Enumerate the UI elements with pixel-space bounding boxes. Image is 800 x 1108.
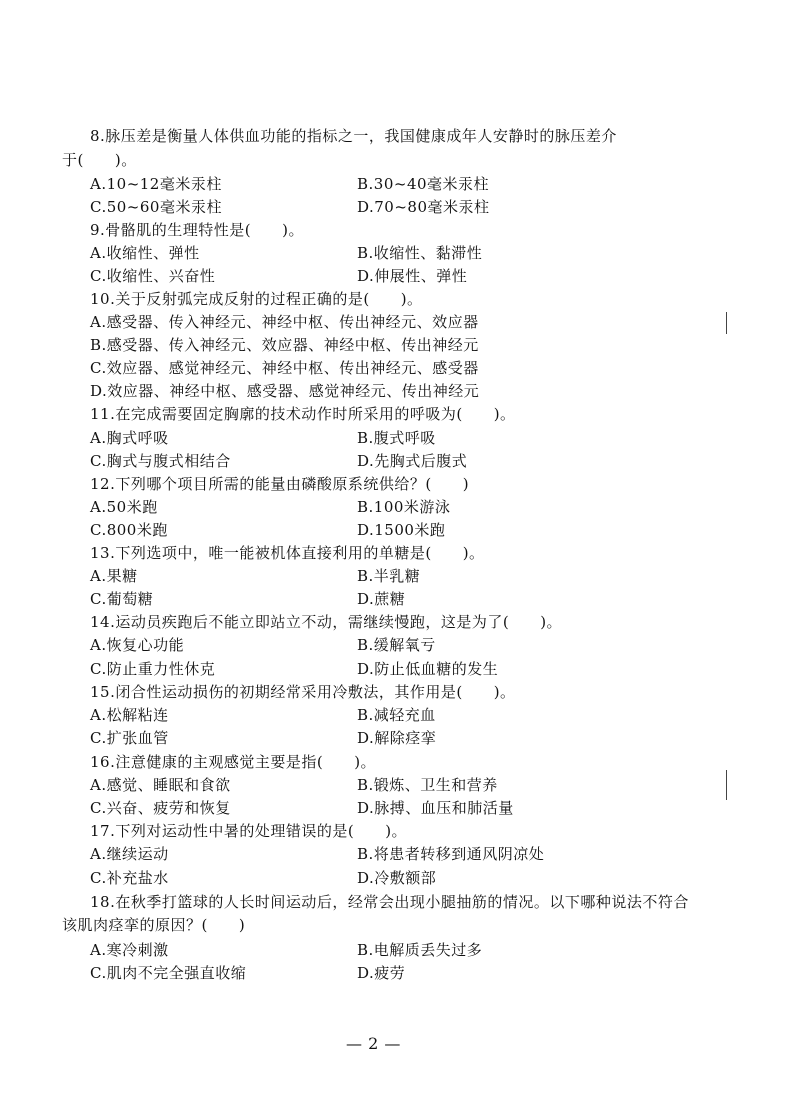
question-17-stem: 17.下列对运动性中暑的处理错误的是( )。 [90,822,408,840]
scan-edge-mark [726,770,727,800]
question-9-stem: 9.骨骼肌的生理特性是( )。 [90,221,305,239]
question-17-option-b: B.将患者转移到通风阴凉处 [357,845,545,863]
question-8-option-b: B.30~40毫米汞柱 [357,175,490,193]
question-14-option-c: C.防止重力性休克 [90,660,216,678]
question-16-option-a: A.感觉、睡眠和食欲 [90,776,231,794]
question-15-option-d: D.解除痉挛 [357,729,437,747]
question-8-option-a: A.10~12毫米汞柱 [90,175,222,193]
question-18-option-c: C.肌肉不完全强直收缩 [90,964,247,982]
question-8-stem-cont: 于( )。 [62,151,137,169]
question-18-stem: 18.在秋季打篮球的人长时间运动后，经常会出现小腿抽筋的情况。以下哪种说法不符合 [90,893,689,911]
question-13-option-d: D.蔗糖 [357,590,406,608]
question-8-stem: 8.脉压差是衡量人体供血功能的指标之一，我国健康成年人安静时的脉压差介 [90,127,617,145]
question-12-option-a: A.50米跑 [90,498,158,516]
question-15-stem: 15.闭合性运动损伤的初期经常采用冷敷法，其作用是( )。 [90,683,516,701]
question-8-option-d: D.70~80毫米汞柱 [357,198,490,216]
question-17-option-a: A.继续运动 [90,845,169,863]
question-14-option-b: B.缓解氧亏 [357,636,436,654]
question-11-option-a: A.胸式呼吸 [90,429,169,447]
question-18-stem-cont: 该肌肉痉挛的原因？( ) [62,916,246,934]
question-10-stem: 10.关于反射弧完成反射的过程正确的是( )。 [90,290,423,308]
question-15-option-b: B.减轻充血 [357,706,436,724]
question-8-option-c: C.50~60毫米汞柱 [90,198,222,216]
question-18-option-a: A.寒冷刺激 [90,941,169,959]
question-18-option-d: D.疲劳 [357,964,406,982]
question-16-option-d: D.脉搏、血压和肺活量 [357,799,514,817]
question-17-option-c: C.补充盐水 [90,869,169,887]
question-18-option-b: B.电解质丢失过多 [357,941,483,959]
question-16-option-c: C.兴奋、疲劳和恢复 [90,799,231,817]
question-13-option-b: B.半乳糖 [357,567,421,585]
question-17-option-d: D.冷敷额部 [357,869,437,887]
question-14-stem: 14.运动员疾跑后不能立即站立不动，需继续慢跑，这是为了( )。 [90,613,563,631]
question-16-option-b: B.锻炼、卫生和营养 [357,776,498,794]
question-12-option-b: B.100米游泳 [357,498,451,516]
question-14-option-a: A.恢复心功能 [90,636,185,654]
question-9-option-a: A.收缩性、弹性 [90,244,200,262]
question-12-option-d: D.1500米跑 [357,521,446,539]
question-15-option-a: A.松解粘连 [90,706,169,724]
question-11-stem: 11.在完成需要固定胸廓的技术动作时所采用的呼吸为( )。 [90,405,516,423]
scan-edge-mark [726,312,727,334]
question-11-option-c: C.胸式与腹式相结合 [90,452,231,470]
question-13-stem: 13.下列选项中，唯一能被机体直接利用的单糖是( )。 [90,544,485,562]
page-number: — 2 — [346,1034,401,1053]
question-14-option-d: D.防止低血糖的发生 [357,660,499,678]
question-16-stem: 16.注意健康的主观感觉主要是指( )。 [90,753,377,771]
question-9-option-c: C.收缩性、兴奋性 [90,267,216,285]
question-13-option-c: C.葡萄糖 [90,590,154,608]
question-9-option-b: B.收缩性、黏滞性 [357,244,483,262]
question-12-option-c: C.800米跑 [90,521,168,539]
question-11-option-d: D.先胸式后腹式 [357,452,468,470]
question-9-option-d: D.伸展性、弹性 [357,267,468,285]
question-10-option-a: A.感受器、传入神经元、神经中枢、传出神经元、效应器 [90,313,479,331]
question-12-stem: 12.下列哪个项目所需的能量由磷酸原系统供给？( ) [90,475,470,493]
question-15-option-c: C.扩张血管 [90,729,169,747]
question-10-option-b: B.感受器、传入神经元、效应器、神经中枢、传出神经元 [90,336,479,354]
question-13-option-a: A.果糖 [90,567,138,585]
question-10-option-c: C.效应器、感觉神经元、神经中枢、传出神经元、感受器 [90,359,479,377]
question-11-option-b: B.腹式呼吸 [357,429,436,447]
question-10-option-d: D.效应器、神经中枢、感受器、感觉神经元、传出神经元 [90,382,480,400]
